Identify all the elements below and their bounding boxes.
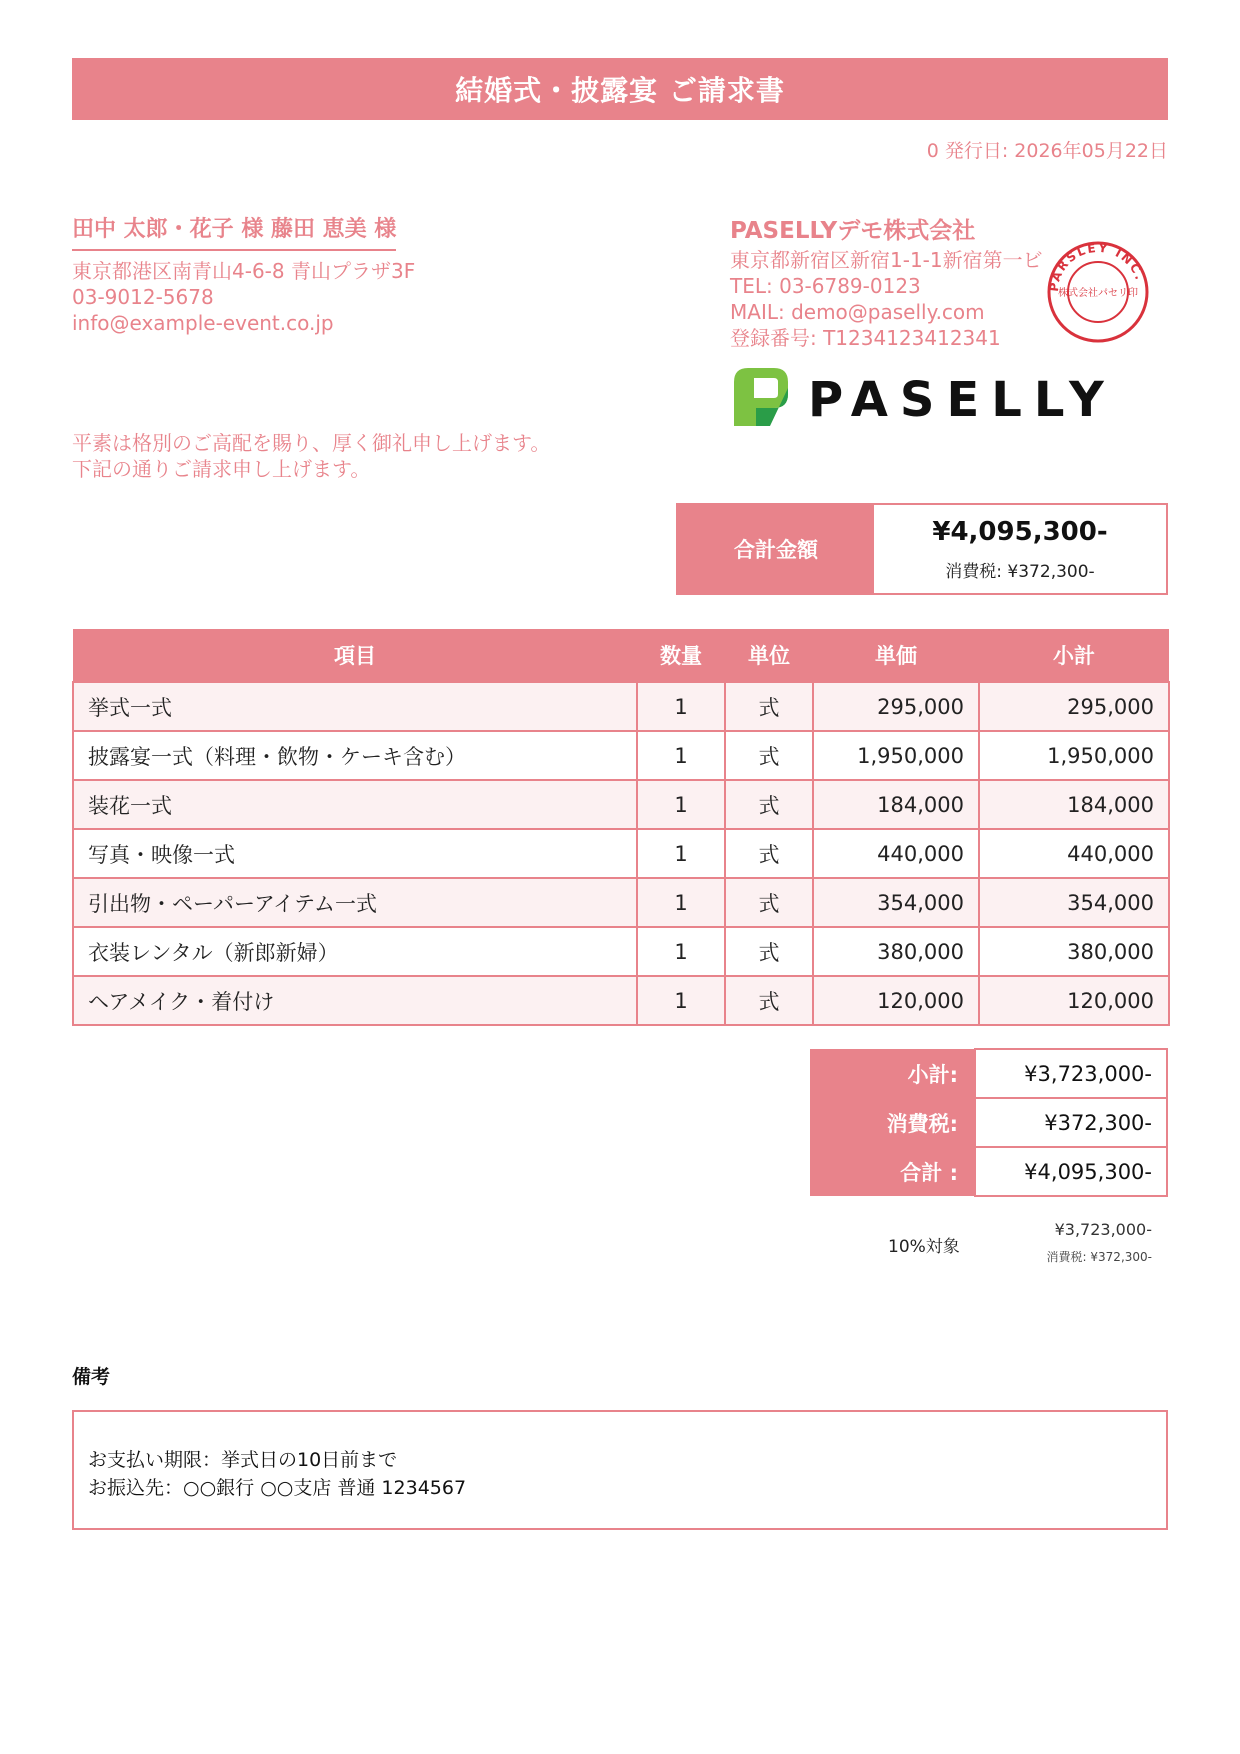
client-email: info@example-event.co.jp xyxy=(72,311,334,335)
item-unit: 式 xyxy=(725,682,813,731)
item-unit-price: 440,000 xyxy=(813,829,979,878)
item-name: 挙式一式 xyxy=(73,682,637,731)
summary-tax-label: 消費税: xyxy=(810,1098,975,1147)
client-info xyxy=(72,258,415,336)
item-quantity: 1 xyxy=(637,731,725,780)
company-tel: TEL: 03-6789-0123 xyxy=(730,274,921,298)
header-unit: 単位 xyxy=(725,629,813,682)
client-address: 東京都港区南青山4-6-8 青山プラザ3F xyxy=(72,259,416,283)
summary-tax-row xyxy=(810,1098,1167,1147)
greeting-line-1: 平素は格別のご高配を賜り、厚く御礼申し上げます。 xyxy=(72,431,551,455)
item-subtotal: 184,000 xyxy=(979,780,1169,829)
paselly-logo xyxy=(730,364,1116,430)
item-quantity: 1 xyxy=(637,976,725,1025)
total-amount-box xyxy=(676,503,1168,595)
table-header-row xyxy=(73,629,1169,682)
item-unit: 式 xyxy=(725,878,813,927)
item-unit: 式 xyxy=(725,731,813,780)
item-unit-price: 295,000 xyxy=(813,682,979,731)
item-name: 引出物・ペーパーアイテム一式 xyxy=(73,878,637,927)
logo-wordmark: PASELLY xyxy=(808,372,1116,428)
item-unit: 式 xyxy=(725,829,813,878)
item-unit-price: 184,000 xyxy=(813,780,979,829)
table-row xyxy=(73,731,1169,780)
header-unit-price: 単価 xyxy=(813,629,979,682)
item-quantity: 1 xyxy=(637,682,725,731)
item-name: 披露宴一式（料理・飲物・ケーキ含む） xyxy=(73,731,637,780)
summary-total-label: 合計 : xyxy=(810,1147,975,1196)
company-name: PASELLYデモ株式会社 xyxy=(730,218,976,244)
company-registration: 登録番号: T1234123412341 xyxy=(730,326,1001,350)
item-unit: 式 xyxy=(725,780,813,829)
summary-subtotal-label: 小計: xyxy=(810,1049,975,1098)
item-subtotal: 1,950,000 xyxy=(979,731,1169,780)
total-tax: 消費税: ¥372,300- xyxy=(945,561,1095,582)
issue-date: 0 発行日: 2026年05月22日 xyxy=(926,140,1168,162)
header-subtotal: 小計 xyxy=(979,629,1169,682)
notes-line-1: お支払い期限：挙式日の10日前まで xyxy=(88,1449,398,1471)
item-quantity: 1 xyxy=(637,780,725,829)
item-name: 装花一式 xyxy=(73,780,637,829)
table-row xyxy=(73,682,1169,731)
total-value-area xyxy=(874,505,1166,593)
item-subtotal: 295,000 xyxy=(979,682,1169,731)
notes-box xyxy=(72,1410,1168,1530)
item-unit-price: 1,950,000 xyxy=(813,731,979,780)
tax-rate-tax: 消費税: ¥372,300- xyxy=(1046,1250,1152,1264)
table-row xyxy=(73,927,1169,976)
table-row xyxy=(73,976,1169,1025)
summary-total-value: ¥4,095,300- xyxy=(975,1147,1167,1196)
client-phone: 03-9012-5678 xyxy=(72,285,214,309)
table-row xyxy=(73,780,1169,829)
item-subtotal: 120,000 xyxy=(979,976,1169,1025)
item-subtotal: 380,000 xyxy=(979,927,1169,976)
summary-subtotal-value: ¥3,723,000- xyxy=(975,1049,1167,1098)
item-subtotal: 440,000 xyxy=(979,829,1169,878)
total-amount: ¥4,095,300- xyxy=(932,516,1108,547)
item-unit-price: 380,000 xyxy=(813,927,979,976)
invoice-title: 結婚式・披露宴 ご請求書 xyxy=(72,58,1168,120)
summary-total-row xyxy=(810,1147,1167,1196)
notes-line-2: お振込先：○○銀行 ○○支店 普通 1234567 xyxy=(88,1477,467,1499)
tax-rate-amount: ¥3,723,000- xyxy=(1054,1220,1152,1239)
company-info xyxy=(730,247,1043,351)
item-unit-price: 120,000 xyxy=(813,976,979,1025)
item-quantity: 1 xyxy=(637,927,725,976)
table-row xyxy=(73,829,1169,878)
greeting xyxy=(72,430,550,482)
client-name: 田中 太郎・花子 様 藤田 恵美 様 xyxy=(72,212,396,251)
item-unit-price: 354,000 xyxy=(813,878,979,927)
stamp-outer-text: PARSLEY INC. xyxy=(1046,240,1148,293)
summary-subtotal-row xyxy=(810,1049,1167,1098)
item-name: 衣装レンタル（新郎新婦） xyxy=(73,927,637,976)
item-quantity: 1 xyxy=(637,878,725,927)
company-mail: MAIL: demo@paselly.com xyxy=(730,300,985,324)
company-address: 東京都新宿区新宿1-1-1新宿第一ビ xyxy=(730,248,1043,272)
total-label: 合計金額 xyxy=(678,505,874,593)
header-item: 項目 xyxy=(73,629,637,682)
item-name: ヘアメイク・着付け xyxy=(73,976,637,1025)
item-unit: 式 xyxy=(725,976,813,1025)
notes-title: 備考 xyxy=(72,1366,111,1388)
header-quantity: 数量 xyxy=(637,629,725,682)
item-quantity: 1 xyxy=(637,829,725,878)
greeting-line-2: 下記の通りご請求申し上げます。 xyxy=(72,457,371,481)
stamp-inner-text: 株式会社パセリ印 xyxy=(1058,288,1138,299)
tax-rate-label: 10%対象 xyxy=(888,1237,960,1257)
company-seal-stamp xyxy=(1046,240,1150,344)
item-name: 写真・映像一式 xyxy=(73,829,637,878)
item-unit: 式 xyxy=(725,927,813,976)
table-row xyxy=(73,878,1169,927)
summary-tax-value: ¥372,300- xyxy=(975,1098,1167,1147)
line-items-table xyxy=(72,629,1170,1026)
summary-table xyxy=(810,1048,1168,1197)
item-subtotal: 354,000 xyxy=(979,878,1169,927)
